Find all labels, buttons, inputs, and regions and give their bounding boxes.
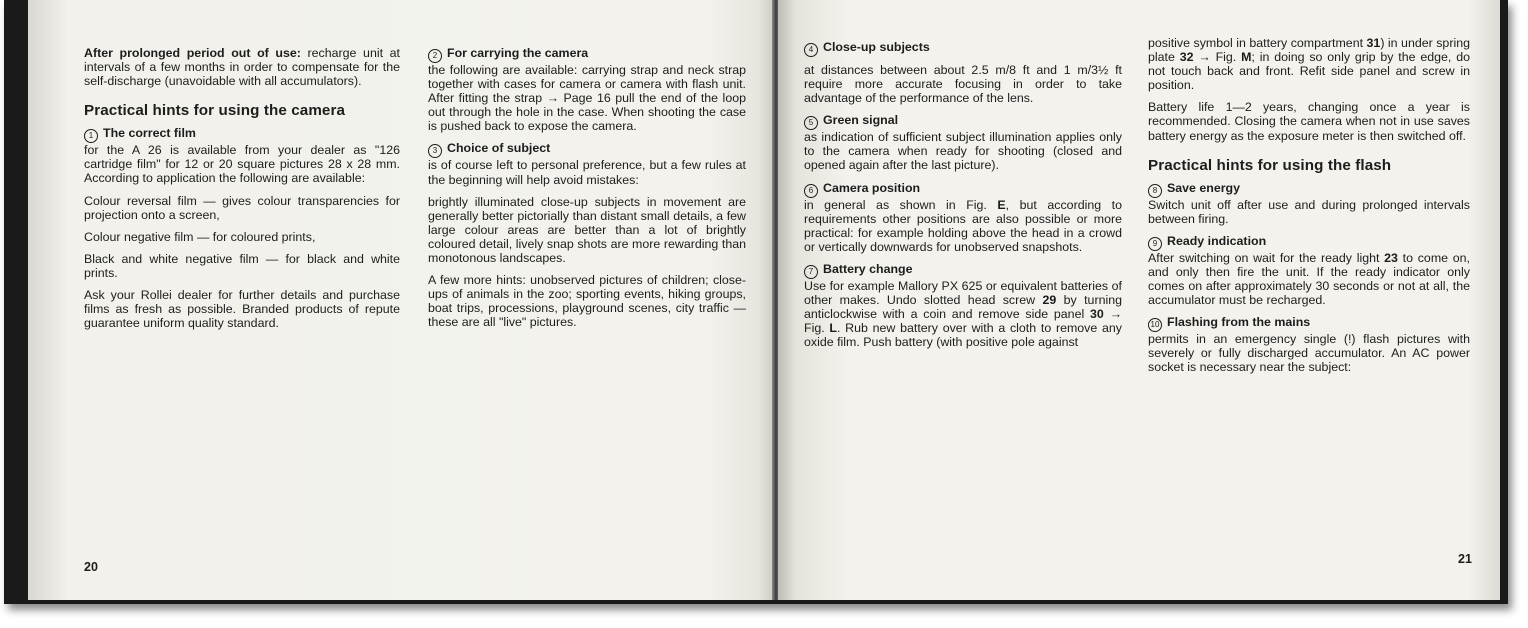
- section-3-paragraph-2: brightly illuminated close-up subjects in movement are generally better pictorially than distant small details, a few large colour areas are better than a lot of brightly coloured detail, lively snap shots are more rewarding than monotonous landscapes.: [428, 194, 746, 266]
- circled-number-8: 8: [1148, 184, 1162, 198]
- circled-number-4: 4: [804, 43, 818, 57]
- right-column-2: [1148, 36, 1470, 383]
- circled-number-9: 9: [1148, 237, 1162, 251]
- section-5-title: 5 Green signal: [804, 113, 1122, 130]
- section-1-title: 1 The correct film: [84, 126, 400, 143]
- left-column-2: [428, 46, 746, 338]
- left-page: [28, 0, 776, 600]
- circled-number-1: 1: [84, 129, 98, 143]
- right-column-1: [804, 40, 1122, 357]
- section-4-title: 4 Close-up subjects: [804, 40, 1122, 57]
- page-number-right: 21: [1458, 552, 1472, 566]
- section-8-text: Switch unit off after use and during prolonged intervals between firing.: [1148, 197, 1470, 226]
- section-4-text: at distances between about 2.5 m/8 ft and 1 m/3½ ft require more accurate focusing in order to take advantage of the performance of the lens.: [804, 63, 1122, 106]
- section-1-text: for the A 26 is available from your dealer as "126 cartridge film" for 12 or 20 square pictures 28 x 28 mm. According to application the following are available:: [84, 143, 400, 186]
- section-8-title: 8 Save energy: [1148, 181, 1470, 198]
- circled-number-5: 5: [804, 116, 818, 130]
- battery-continuation: positive symbol in battery compartment 31) in under spring plate 32 → Fig. M; in doing so only grip by the edge, do not touch back and front. Refit side panel and screw in position.: [1148, 36, 1470, 93]
- section-10-title: 10 Flashing from the mains: [1148, 315, 1470, 332]
- section-9-text: After switching on wait for the ready light 23 to come on, and only then fire the unit. If the ready indicator only comes on after approximately 30 seconds or not at all, the accumulator must be recharged.: [1148, 250, 1470, 308]
- section-heading-camera: Practical hints for using the camera: [84, 102, 346, 120]
- circled-number-3: 3: [428, 144, 442, 158]
- section-6-text: in general as shown in Fig. E, but according to requirements other positions are also possible or more practical: for example holding above the head in a crowd or vertically downwards for unobserved snapshots.: [804, 197, 1122, 254]
- open-book: [4, 0, 1508, 604]
- film-item-bw: Black and white negative film — for black and white prints.: [84, 251, 400, 280]
- section-2-text: the following are available: carrying strap and neck strap together with cases for camera or camera with flash unit. After fitting the strap → Page 16 pull the end of the loop out through the hole in the case. When shooting the case is pushed back to expose the camera.: [428, 63, 746, 134]
- circled-number-2: 2: [428, 49, 442, 63]
- film-item-reversal: Colour reversal film — gives colour transparencies for projection onto a screen,: [84, 193, 400, 222]
- section-3-text: is of course left to personal preference, but a few rules at the beginning will help avoid mistakes:: [428, 158, 746, 187]
- circled-number-6: 6: [804, 184, 818, 198]
- section-2-title: 2 For carrying the camera: [428, 46, 746, 63]
- right-page: [778, 0, 1500, 600]
- section-3-paragraph-3: A few more hints: unobserved pictures of children; close-ups of animals in the zoo; sporting events, hiking groups, boat trips, processions, playground scenes, city traffic — these are all "live" pictures.: [428, 273, 746, 330]
- battery-life: Battery life 1—2 years, changing once a year is recommended. Closing the camera when not in use saves battery energy as the exposure meter is then switched off.: [1148, 100, 1470, 143]
- section-5-text: as indication of sufficient subject illumination applies only to the camera when ready for shooting (closed and opened again after the last picture).: [804, 130, 1122, 173]
- left-column-1: [84, 46, 400, 338]
- section-7-title: 7 Battery change: [804, 262, 1122, 279]
- intro-paragraph: After prolonged period out of use: recharge unit at intervals of a few months in order to compensate for the self-discharge (unavoidable with all accumulators).: [84, 46, 400, 89]
- circled-number-10: 10: [1148, 318, 1162, 332]
- section-7-text: Use for example Mallory PX 625 or equivalent batteries of other makes. Undo slotted head screw 29 by turning anticlockwise with a coin and remove side panel 30 → Fig. L. Rub new battery over with a cloth to remove any oxide film. Push battery (with positive pole against: [804, 278, 1123, 350]
- section-6-title: 6 Camera position: [804, 181, 1122, 198]
- section-heading-flash: Practical hints for using the flash: [1148, 156, 1392, 174]
- page-number-left: 20: [84, 560, 98, 574]
- film-item-negative: Colour negative film — for coloured prints,: [84, 229, 316, 244]
- circled-number-7: 7: [804, 265, 818, 279]
- section-3-title: 3 Choice of subject: [428, 141, 746, 158]
- film-advice: Ask your Rollei dealer for further details and purchase films as fresh as possible. Branded products of repute guarantee uniform quality standard.: [84, 288, 400, 331]
- section-9-title: 9 Ready indication: [1148, 234, 1470, 251]
- section-10-text: permits in an emergency single (!) flash pictures with severely or fully discharged accumulator. An AC power socket is necessary near the subject:: [1148, 332, 1470, 375]
